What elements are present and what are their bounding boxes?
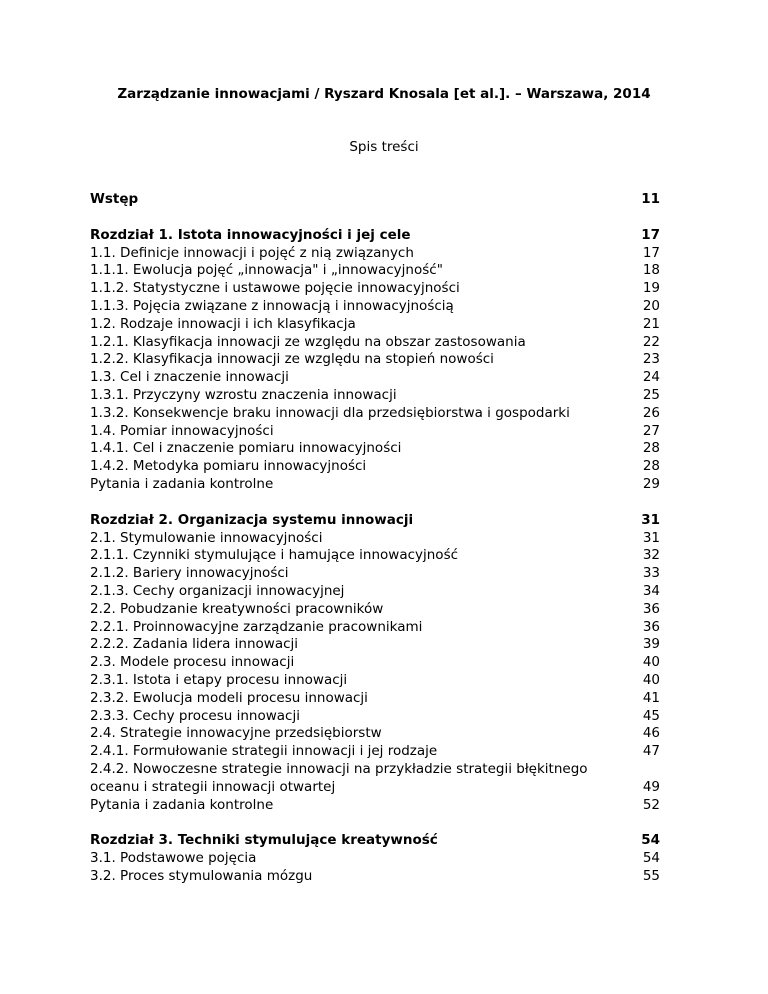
toc-entry-label: 1.3.1. Przyczyny wzrostu znaczenia innowacji: [90, 386, 397, 403]
toc-entry-page-number: 55: [642, 867, 660, 884]
toc-heading: Spis treści: [349, 139, 419, 155]
toc-entry-label: 1.2.1. Klasyfikacja innowacji ze względu na obszar zastosowania: [90, 333, 526, 350]
toc-entry-page-number: 28: [642, 458, 660, 475]
toc-entry-page-number: 27: [642, 422, 660, 439]
toc-entry-page-number: 52: [642, 796, 660, 813]
toc-entry: [90, 262, 660, 280]
toc-entry: [90, 743, 660, 761]
chapter-title: Wstęp: [90, 191, 139, 207]
toc-chapter: [90, 191, 660, 209]
toc-entry-label: 2.1.2. Bariery innowacyjności: [90, 565, 289, 582]
toc-chapter: [90, 512, 660, 815]
toc-entry-label: 2.3.3. Cechy procesu innowacji: [90, 707, 300, 724]
toc-entry-label: 2.3.2. Ewolucja modeli procesu innowacji: [90, 689, 368, 706]
toc-entry-label: 2.1. Stymulowanie innowacyjności: [90, 529, 323, 546]
toc-entry-page-number: 34: [642, 582, 660, 599]
toc-entry-label: 2.3.1. Istota i etapy procesu innowacji: [90, 671, 348, 688]
toc-entry-label: 2.4.2. Nowoczesne strategie innowacji na przykładzie strategii błękitnego oceanu i strategii innowacji otwartej: [90, 760, 588, 795]
toc-entry-page-number: 41: [642, 689, 660, 706]
toc-entry: [90, 850, 660, 868]
toc-chapter: [90, 227, 660, 494]
toc-entry: [90, 423, 660, 441]
toc-entry: [90, 636, 660, 654]
toc-entry-label: 1.1.2. Statystyczne i ustawowe pojęcie innowacyjności: [90, 280, 460, 297]
toc-entry-page-number: 45: [642, 707, 660, 724]
chapter-page-number: 31: [641, 511, 660, 528]
toc-entry-page-number: 40: [642, 654, 660, 671]
toc-entry-page-number: 31: [642, 529, 660, 546]
toc-entry: [90, 601, 660, 619]
toc-entry: [90, 619, 660, 637]
toc-entry-label: 2.4. Strategie innowacyjne przedsiębiorstw: [90, 725, 382, 742]
toc-entry: [90, 725, 660, 743]
toc-entry-label: 2.2.2. Zadania lidera innowacji: [90, 636, 299, 653]
toc-entry-label: 2.2. Pobudzanie kreatywności pracowników: [90, 600, 384, 617]
toc-entry: [90, 672, 660, 690]
toc-entry: [90, 654, 660, 672]
chapter-page-number: 54: [641, 832, 660, 849]
toc-entry: [90, 761, 660, 797]
toc-entry-label: 1.1.3. Pojęcia związane z innowacją i innowacyjnością: [90, 297, 454, 314]
toc-entry-page-number: 26: [642, 404, 660, 421]
toc-entry: [90, 868, 660, 886]
toc-entry-page-number: 49: [642, 778, 660, 795]
toc-entry: [90, 369, 660, 387]
toc-entry: [90, 316, 660, 334]
toc-entry-label: 2.1.1. Czynniki stymulujące i hamujące innowacyjność: [90, 547, 459, 564]
toc-entry-label: 1.3. Cel i znaczenie innowacji: [90, 369, 289, 386]
toc-entry-page-number: 33: [642, 565, 660, 582]
chapter-title: Rozdział 2. Organizacja systemu innowacji: [90, 511, 414, 528]
toc-entry-label: 1.4. Pomiar innowacyjności: [90, 422, 274, 439]
chapter-heading: [90, 191, 660, 209]
toc-entry-page-number: 46: [642, 725, 660, 742]
toc-entry-page-number: 36: [642, 618, 660, 635]
toc-entry-page-number: 17: [642, 244, 660, 261]
toc-entry: [90, 690, 660, 708]
chapter-page-number: 11: [641, 191, 660, 207]
toc-entry-page-number: 21: [642, 315, 660, 332]
toc-entry: [90, 387, 660, 405]
toc-entry-page-number: 20: [642, 297, 660, 314]
toc-entry-label: 3.1. Podstawowe pojęcia: [90, 850, 257, 867]
toc-entry-page-number: 28: [642, 440, 660, 457]
chapter-heading: [90, 512, 660, 530]
toc-entry-page-number: 36: [642, 600, 660, 617]
toc-entry-page-number: 39: [642, 636, 660, 653]
chapter-title: Rozdział 1. Istota innowacyjności i jej cele: [90, 226, 411, 243]
document-title: Zarządzanie innowacjami / Ryszard Knosala [et al.]. – Warszawa, 2014: [117, 86, 651, 102]
toc-entry-page-number: 29: [642, 475, 660, 492]
toc-entry: [90, 405, 660, 423]
toc-chapter: [90, 832, 660, 885]
toc-entry-label: 3.2. Proces stymulowania mózgu: [90, 867, 313, 884]
toc-entry-page-number: 19: [642, 280, 660, 297]
table-of-contents: [90, 191, 660, 904]
toc-entry: [90, 245, 660, 263]
toc-entry-label: 2.1.3. Cechy organizacji innowacyjnej: [90, 582, 345, 599]
toc-entry: [90, 334, 660, 352]
toc-entry: [90, 440, 660, 458]
toc-entry: [90, 280, 660, 298]
toc-entry-page-number: 22: [642, 333, 660, 350]
chapter-heading: [90, 227, 660, 245]
toc-entry-label: 2.2.1. Proinnowacyjne zarządzanie pracownikami: [90, 618, 423, 635]
toc-entry-page-number: 23: [642, 351, 660, 368]
toc-entry-label: Pytania i zadania kontrolne: [90, 796, 274, 813]
toc-entry-label: 1.1. Definicje innowacji i pojęć z nią związanych: [90, 244, 414, 261]
toc-entry-page-number: 25: [642, 386, 660, 403]
chapter-page-number: 17: [641, 226, 660, 243]
chapter-heading: [90, 832, 660, 850]
toc-entry-label: 2.3. Modele procesu innowacji: [90, 654, 295, 671]
toc-entry-label: Pytania i zadania kontrolne: [90, 475, 274, 492]
toc-entry: [90, 565, 660, 583]
toc-entry: [90, 458, 660, 476]
toc-entry-page-number: 24: [642, 369, 660, 386]
toc-entry-page-number: 32: [642, 547, 660, 564]
toc-entry: [90, 298, 660, 316]
toc-entry-page-number: 18: [642, 262, 660, 279]
toc-entry-label: 1.4.2. Metodyka pomiaru innowacyjności: [90, 458, 367, 475]
toc-entry: [90, 797, 660, 815]
toc-entry-label: 1.4.1. Cel i znaczenie pomiaru innowacyjności: [90, 440, 402, 457]
toc-entry-label: 1.1.1. Ewolucja pojęć „innowacja" i „innowacyjność": [90, 262, 443, 279]
toc-entry-label: 2.4.1. Formułowanie strategii innowacji i jej rodzaje: [90, 743, 438, 760]
toc-entry: [90, 708, 660, 726]
toc-entry-page-number: 54: [642, 850, 660, 867]
toc-entry: [90, 351, 660, 369]
toc-entry: [90, 547, 660, 565]
toc-entry-label: 1.2.2. Klasyfikacja innowacji ze względu na stopień nowości: [90, 351, 494, 368]
chapter-title: Rozdział 3. Techniki stymulujące kreatywność: [90, 832, 438, 849]
toc-entry-page-number: 47: [642, 743, 660, 760]
toc-entry: [90, 530, 660, 548]
toc-entry: [90, 583, 660, 601]
toc-entry: [90, 476, 660, 494]
toc-entry-label: 1.3.2. Konsekwencje braku innowacji dla przedsiębiorstwa i gospodarki: [90, 404, 570, 421]
toc-entry-page-number: 40: [642, 671, 660, 688]
toc-entry-label: 1.2. Rodzaje innowacji i ich klasyfikacja: [90, 315, 356, 332]
